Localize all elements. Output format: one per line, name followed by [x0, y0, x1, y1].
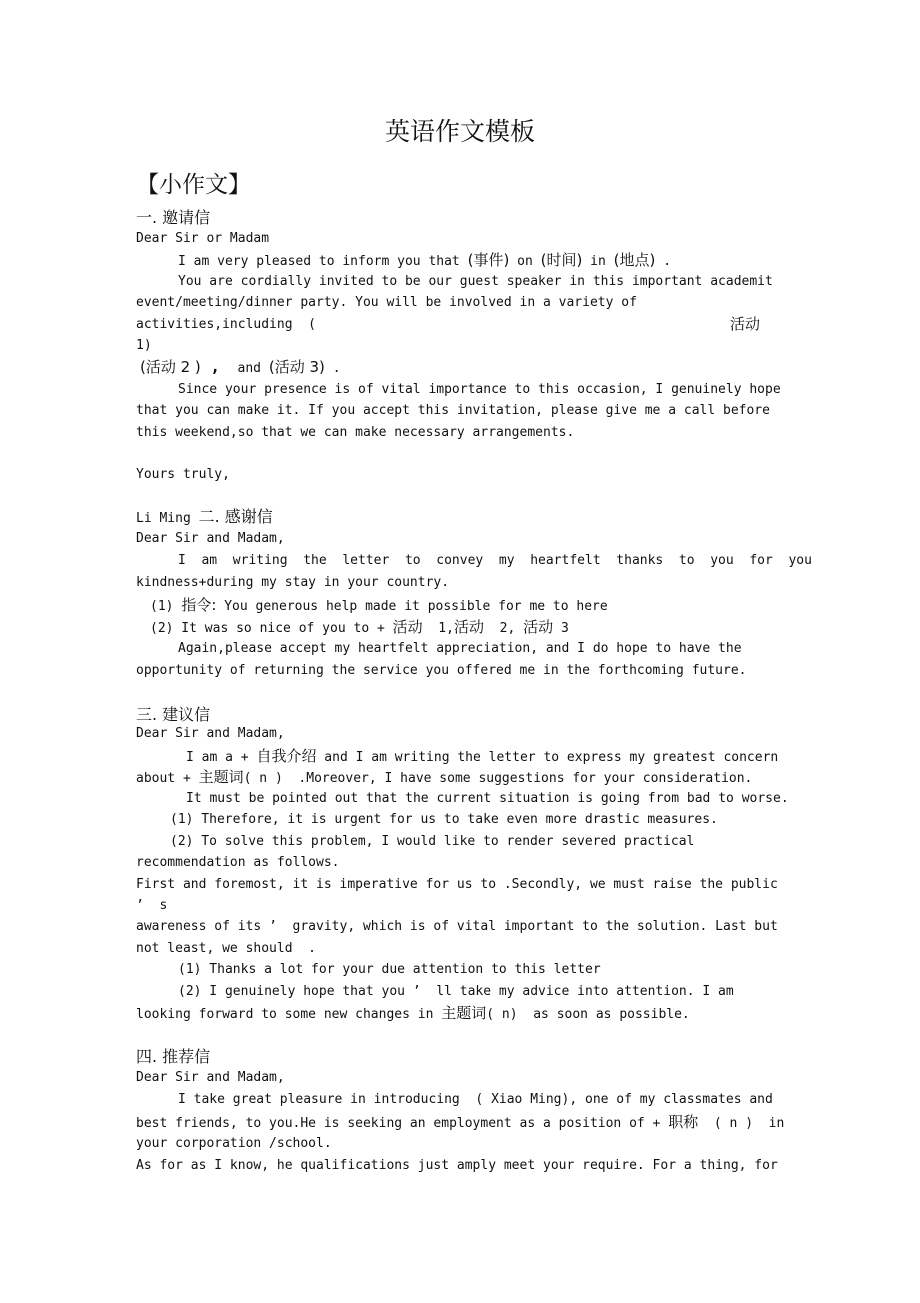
paragraph-line: (1) 指令: You generous help made it possible for me to here — [150, 596, 608, 614]
paragraph-line: event/meeting/dinner party. You will be involved in a variety of — [136, 295, 637, 310]
paragraph-line: I am a + 自我介绍 and I am writing the letter to express my greatest concern — [186, 747, 779, 765]
heading-recommendation-letter: 四. 推荐信 — [136, 1047, 211, 1066]
paragraph-line: about + 主题词( n ) .Moreover, I have some suggestions for your consideration. — [136, 768, 753, 786]
paragraph-line: First and foremost, it is imperative for us to .Secondly, we must raise the public — [136, 877, 778, 892]
paragraph-line: (1) Thanks a lot for your due attention to this letter — [178, 962, 601, 977]
paragraph-line: Again,please accept my heartfelt appreciation, and I do hope to have the — [178, 641, 742, 656]
paragraph-line: (2) It was so nice of you to + 活动 1,活动 2, 活动 3 — [150, 618, 569, 636]
heading-invitation-letter: 一. 邀请信 — [136, 208, 211, 227]
paragraph-line: As for as I know, he qualifications just amply meet your require. For a thing, for — [136, 1158, 778, 1173]
document-title: 英语作文模板 — [384, 117, 535, 146]
paragraph-line: looking forward to some new changes in 主题词( n) as soon as possible. — [136, 1004, 690, 1022]
paragraph-line: that you can make it. If you accept this invitation, please give me a call before — [136, 403, 770, 418]
paragraph-line: I take great pleasure in introducing ( Xiao Ming), one of my classmates and — [178, 1092, 773, 1107]
paragraph-line: activities,including ( — [136, 317, 317, 332]
paragraph-line: I am writing the letter to convey my heartfelt thanks to you for you — [178, 553, 812, 568]
salutation: Dear Sir and Madam, — [136, 726, 285, 741]
paragraph-line: It must be pointed out that the current situation is going from bad to worse. — [186, 791, 789, 806]
paragraph-line: (2) I genuinely hope that you ’ ll take my advice into attention. I am — [178, 984, 734, 999]
paragraph-line: ’ s — [136, 898, 168, 913]
heading-thank-you-letter: 二. 感谢信 — [198, 507, 273, 526]
paragraph-line: (1) Therefore, it is urgent for us to take even more drastic measures. — [170, 812, 718, 827]
paragraph-line: not least, we should . — [136, 941, 317, 956]
section-heading-small-essay: 【小作文】 — [136, 172, 251, 198]
placeholder-activity: 活动 — [730, 315, 761, 333]
paragraph-line: opportunity of returning the service you offered me in the forthcoming future. — [136, 663, 747, 678]
paragraph-line: I am very pleased to inform you that (事件) on (时间) in (地点) . — [178, 251, 672, 269]
salutation: Dear Sir and Madam, — [136, 531, 285, 546]
paragraph-line: your corporation /school. — [136, 1136, 332, 1151]
paragraph-line: (2) To solve this problem, I would like to render severed practical — [170, 834, 695, 849]
paragraph-line: kindness+during my stay in your country. — [136, 575, 450, 590]
paragraph-line: (活动 2 ) , and (活动 3) . — [140, 357, 341, 376]
paragraph-line: You are cordially invited to be our guest speaker in this important academit — [178, 274, 773, 289]
paragraph-line: recommendation as follows. — [136, 855, 340, 870]
paragraph-line: best friends, to you.He is seeking an employment as a position of + 职称 ( n ) in — [136, 1113, 785, 1131]
heading-suggestion-letter: 三. 建议信 — [136, 705, 211, 724]
paragraph-line: Since your presence is of vital importance to this occasion, I genuinely hope — [178, 382, 781, 397]
closing: Yours truly, — [136, 467, 230, 482]
paragraph-line: 1) — [136, 338, 152, 353]
paragraph-line: awareness of its ’ gravity, which is of vital important to the solution. Last but — [136, 919, 778, 934]
signature-line: Li Ming 二. 感谢信 — [136, 507, 273, 526]
salutation: Dear Sir and Madam, — [136, 1070, 285, 1085]
paragraph-line: this weekend,so that we can make necessary arrangements. — [136, 425, 575, 440]
salutation: Dear Sir or Madam — [136, 231, 270, 246]
